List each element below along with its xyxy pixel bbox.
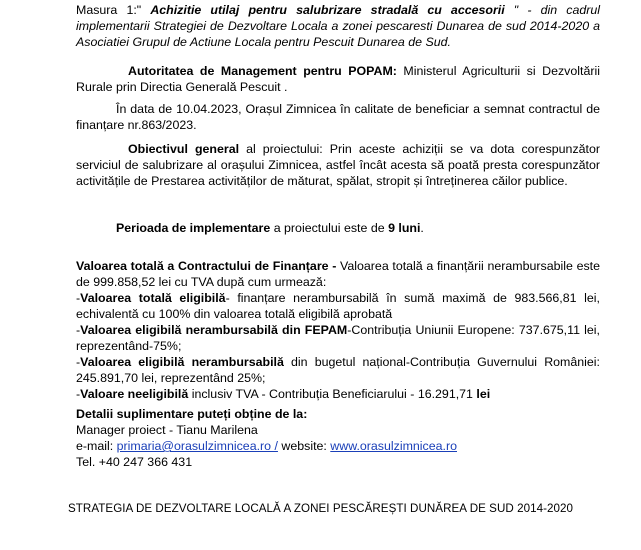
period-end: . — [420, 221, 424, 235]
line3-text: din bugetul național-Contribuția Guvernului României: 245.891,70 lei, reprezentând 25%; — [76, 355, 600, 385]
objective-label: Obiectivul general — [128, 142, 240, 156]
page-footer: STRATEGIA DE DEZVOLTARE LOCALĂ A ZONEI PESCĂREȘTI DUNĂREA DE SUD 2014-2020 — [68, 502, 573, 515]
line3-label: Valoarea eligibilă nerambursabilă — [80, 355, 284, 369]
measure-description: " - din cadrul implementarii Strategiei de Dezvoltare Locala a zonei pescaresti Dunarea de sud 2014-2020 a Asociatiei Grupul de Actiune Locala pentru Pescuit Dunarea de Sud. — [76, 3, 601, 49]
website-link[interactable]: www.orasulzimnicea.ro — [330, 439, 457, 453]
authority-paragraph — [76, 63, 600, 95]
line1-prefix: - — [76, 291, 81, 305]
line2-prefix: - — [76, 323, 81, 337]
authority-text: Ministerul Agriculturii si Dezvoltării Rurale prin Directia Generală Pescuit . — [76, 64, 600, 94]
contract-text: În data de 10.04.2023, Orașul Zimnicea în calitate de beneficiar a semnat contractul de finanțare nr.863/2023. — [76, 102, 600, 132]
value-paragraph — [76, 258, 600, 402]
website-label: website: — [277, 439, 331, 453]
objective-text: al proiectului: Prin aceste achiziții se va dota corespunzător serviciul de salubrizare al orașului Zimnicea, astfel încât acesta să poată presta corespunzător activitățile de Prestarea activităților de măturat, spălat, stropit și întreținerea căilor publice. — [76, 142, 600, 188]
details-phone: Tel. +40 247 366 431 — [76, 455, 193, 469]
authority-label: Autoritatea de Management pentru POPAM: — [128, 64, 397, 78]
email-link[interactable]: primaria@orasulzimnicea.ro / — [116, 439, 278, 453]
line1-label: Valoarea totală eligibilă — [80, 291, 226, 305]
details-heading: Detalii suplimentare puteți obține de la: — [76, 407, 308, 421]
value-text: Valoarea totală a finanțării nerambursabile este de 999.858,52 lei cu TVA după cum urmează: — [76, 259, 600, 289]
line4-text: inclusiv TVA - Contribuția Beneficiarului - 16.291,71 — [188, 387, 477, 401]
line4-end: lei — [476, 387, 491, 401]
details-manager: Manager proiect - Tianu Marilena — [76, 423, 258, 437]
line4-label: Valoare neeligibilă — [80, 387, 189, 401]
period-text: a proiectului este de — [270, 221, 389, 235]
email-label: e-mail: — [76, 439, 117, 453]
line1-text: - finanțare nerambursabilă în sumă maximă de 983.566,81 lei, echivalentă cu 100% din valoarea totală eligibilă aprobată — [76, 291, 600, 321]
measure-paragraph — [76, 2, 600, 50]
measure-title: Achizitie utilaj pentru salubrizare stradală cu accesorii — [150, 3, 505, 17]
period-value: 9 luni — [388, 221, 421, 235]
contract-paragraph — [76, 101, 600, 133]
details-paragraph — [76, 406, 600, 470]
line3-prefix: - — [76, 355, 81, 369]
value-label: Valoarea totală a Contractului de Finanțare - — [76, 259, 337, 273]
period-paragraph — [76, 220, 600, 236]
measure-label: Masura 1:" — [76, 3, 142, 17]
objective-paragraph — [76, 141, 600, 189]
period-label: Perioada de implementare — [116, 221, 271, 235]
line4-prefix: - — [76, 387, 81, 401]
line2-text: -Contribuția Uniunii Europene: 737.675,11 lei, reprezentând-75%; — [76, 323, 601, 353]
line2-label: Valoarea eligibilă nerambursabilă din FEPAM — [80, 323, 348, 337]
